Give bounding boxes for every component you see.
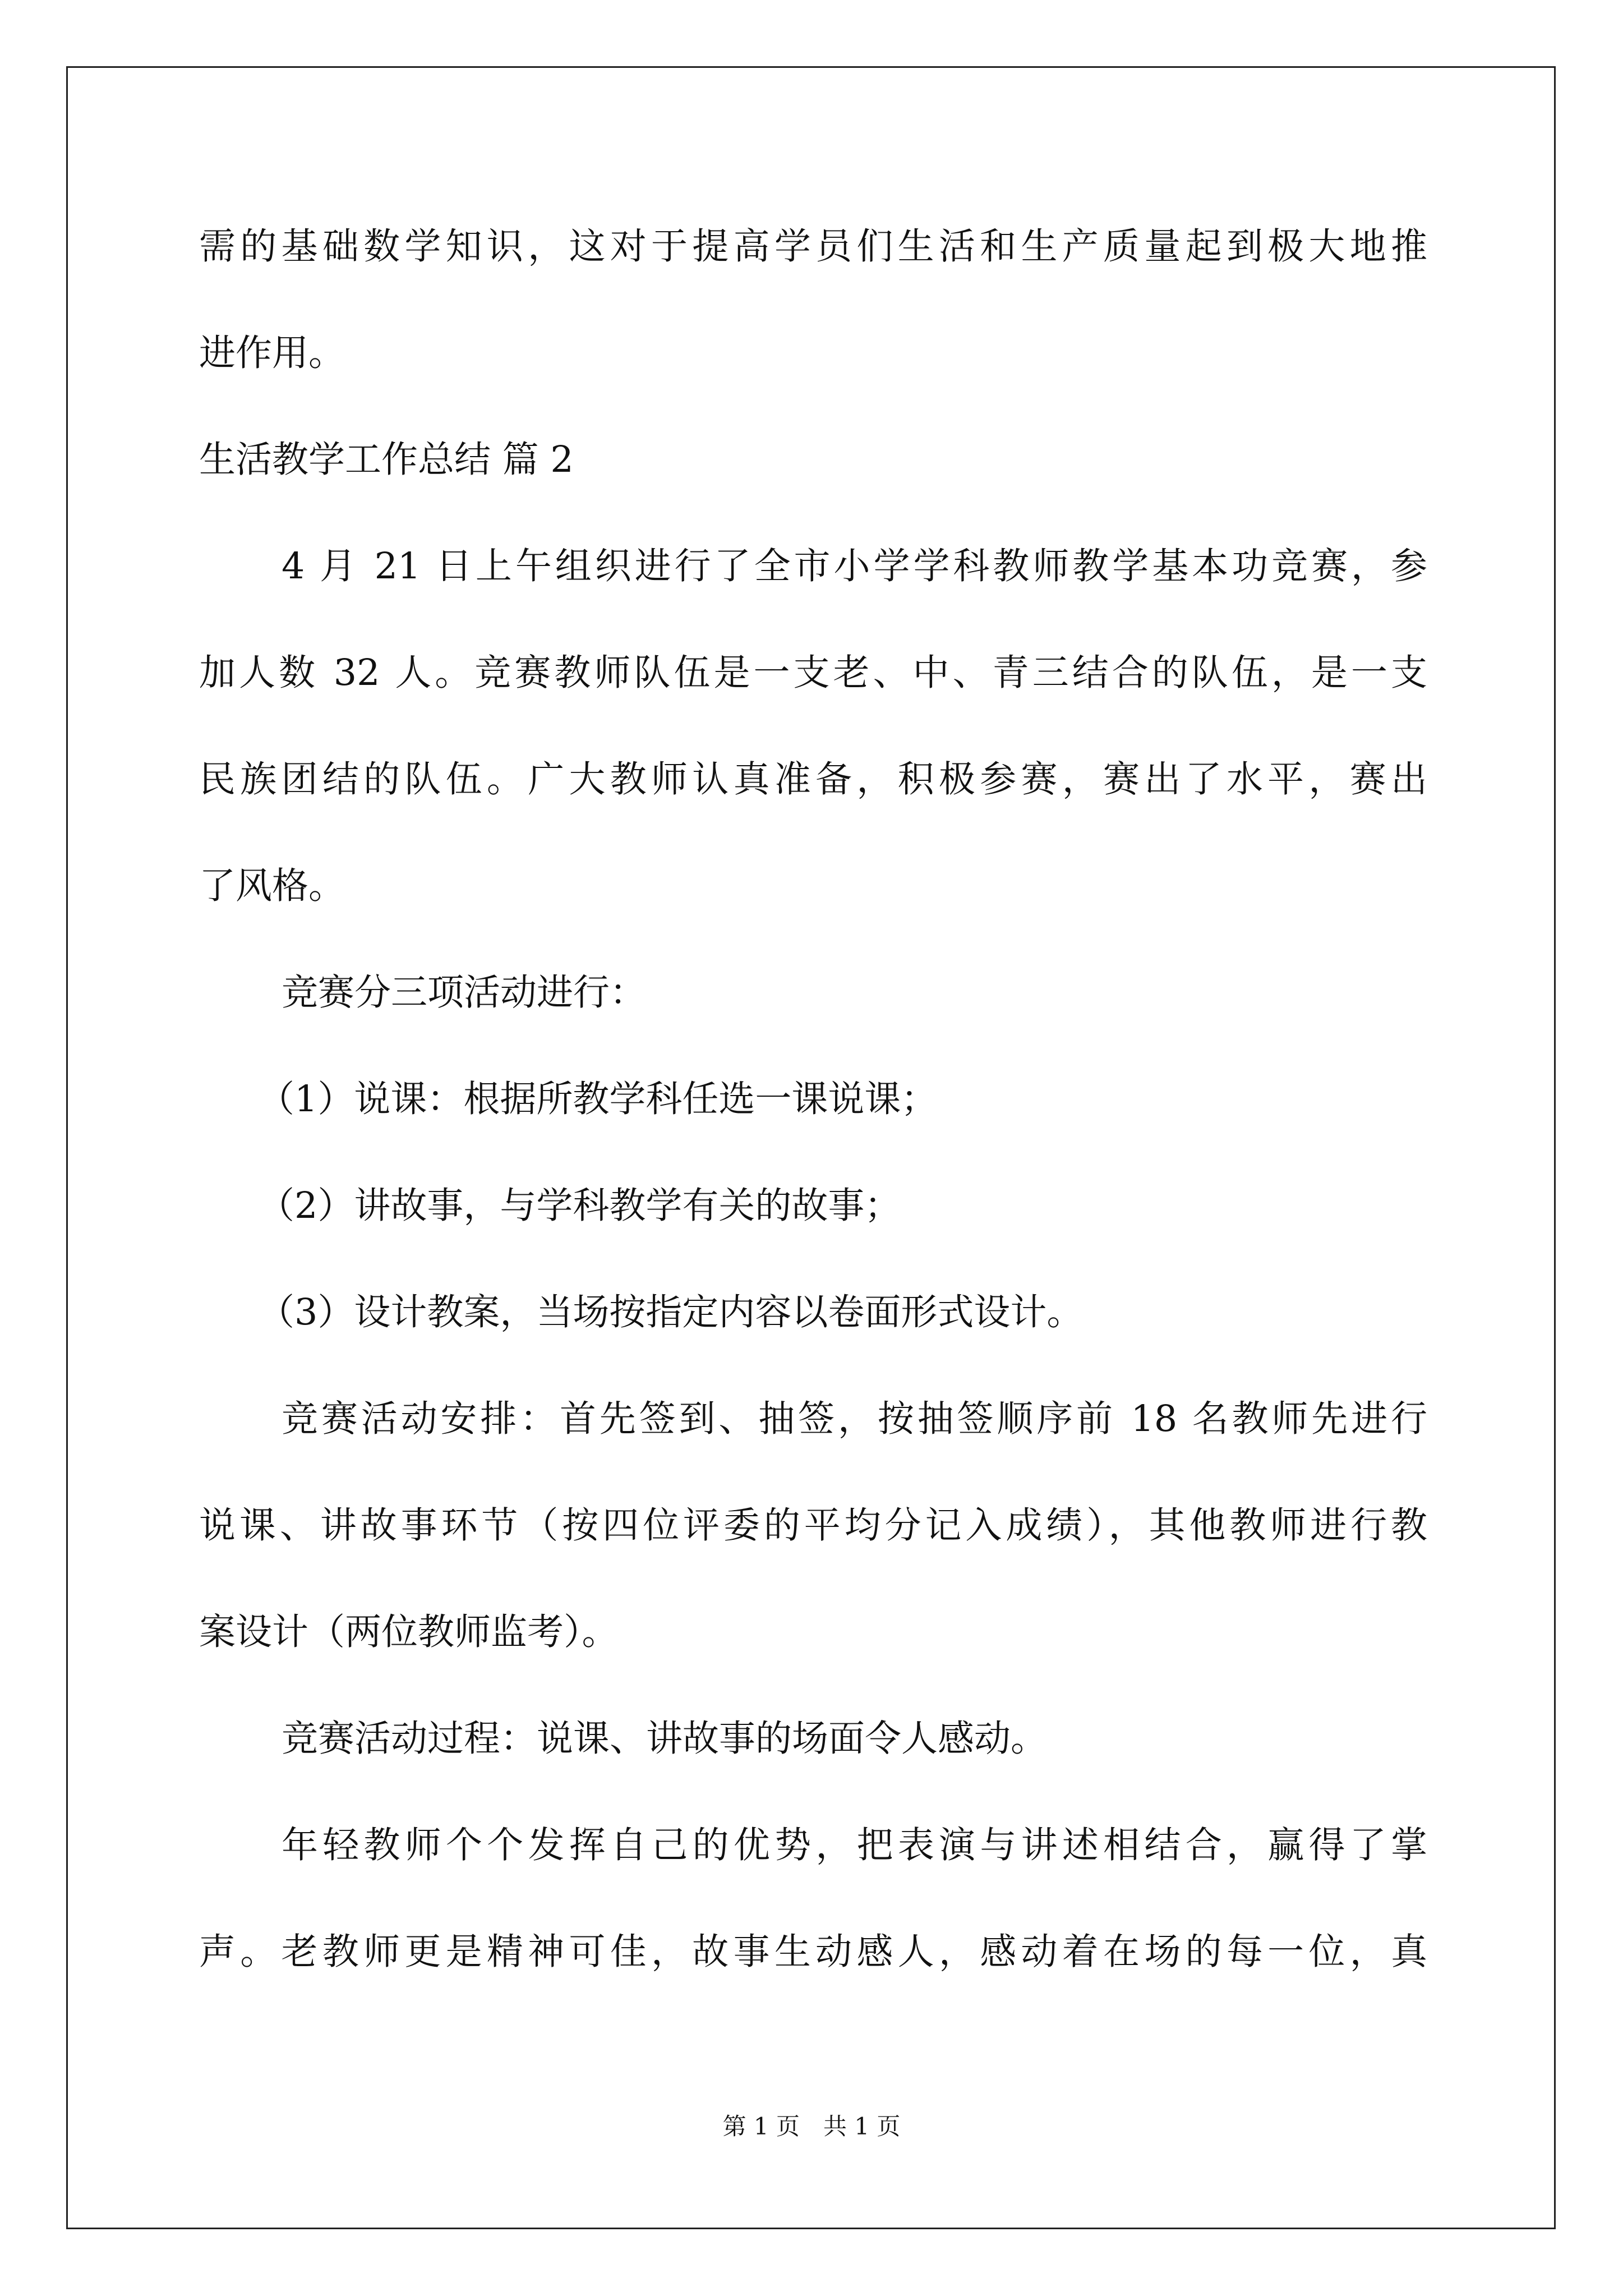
- body-text-line: 民族团结的队伍。广大教师认真准备，积极参赛，赛出了水平，赛出: [199, 758, 1427, 800]
- page-border: [66, 66, 1556, 2229]
- body-text-line: 案设计（两位教师监考）。: [199, 1611, 619, 1653]
- body-text-line: 需的基础数学知识，这对于提高学员们生活和生产质量起到极大地推: [199, 226, 1427, 268]
- body-text-line: 竞赛活动过程：说课、讲故事的场面令人感动。: [282, 1718, 1048, 1760]
- section-heading: 生活教学工作总结 篇 2: [199, 439, 574, 481]
- list-item: （1）说课：根据所教学科任选一课说课；: [258, 1078, 938, 1120]
- body-text-line: 4 月 21 日上午组织进行了全市小学学科教师教学基本功竞赛，参: [282, 545, 1427, 587]
- list-item: （2）讲故事，与学科教学有关的故事；: [258, 1185, 901, 1227]
- body-text-line: 竞赛活动安排：首先签到、抽签，按抽签顺序前 18 名教师先进行: [282, 1398, 1427, 1440]
- page-number-footer: 第 1 页 共 1 页: [722, 2113, 901, 2140]
- body-text-line: 年轻教师个个发挥自己的优势，把表演与讲述相结合，赢得了掌: [282, 1824, 1427, 1866]
- body-text-line: 竞赛分三项活动进行：: [282, 972, 647, 1014]
- body-text-line: 说课、讲故事环节（按四位评委的平均分记入成绩），其他教师进行教: [199, 1504, 1427, 1547]
- body-text-line: 了风格。: [199, 865, 345, 907]
- body-text-line: 进作用。: [199, 332, 345, 374]
- list-item: （3）设计教案，当场按指定内容以卷面形式设计。: [258, 1291, 1083, 1333]
- body-text-line: 声。老教师更是精神可佳，故事生动感人，感动着在场的每一位，真: [199, 1931, 1427, 1973]
- body-text-line: 加人数 32 人。竞赛教师队伍是一支老、中、青三结合的队伍，是一支: [199, 652, 1427, 694]
